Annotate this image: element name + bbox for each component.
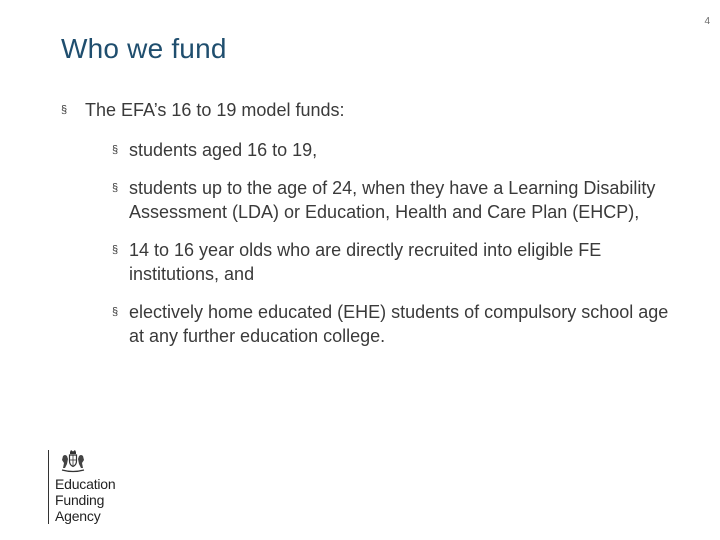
sub-bullet-text: electively home educated (EHE) students of compulsory school age at any further education college. bbox=[129, 302, 669, 346]
sub-bullet bbox=[112, 176, 672, 224]
efa-logo bbox=[48, 450, 115, 524]
bullet-marker: § bbox=[112, 182, 119, 194]
logo-line-1: Education bbox=[55, 476, 116, 492]
logo-line-2: Funding bbox=[55, 492, 105, 508]
sub-bullet bbox=[112, 138, 672, 162]
sub-bullet bbox=[112, 238, 672, 286]
sub-bullet-list bbox=[112, 138, 672, 362]
main-bullet-text: The EFA’s 16 to 19 model funds: bbox=[85, 100, 345, 120]
logo-divider bbox=[48, 450, 49, 524]
main-bullet-list bbox=[61, 98, 661, 122]
bullet-marker: § bbox=[112, 144, 119, 156]
bullet-marker: § bbox=[112, 306, 119, 318]
sub-bullet-text: 14 to 16 year olds who are directly recruited into eligible FE institutions, and bbox=[129, 240, 602, 284]
logo-line-3: Agency bbox=[55, 508, 101, 524]
main-bullet bbox=[61, 98, 661, 122]
logo-wordmark bbox=[55, 450, 115, 524]
sub-bullet-text: students aged 16 to 19, bbox=[129, 140, 318, 160]
sub-bullet bbox=[112, 300, 672, 348]
slide-title: Who we fund bbox=[61, 33, 227, 64]
royal-crest-icon bbox=[60, 450, 86, 474]
bullet-marker: § bbox=[112, 244, 119, 256]
page-number: 4 bbox=[704, 16, 710, 27]
bullet-marker: § bbox=[61, 104, 68, 116]
sub-bullet-text: students up to the age of 24, when they have a Learning Disability Assessment (LDA) or Education, Health and Care Plan (EHCP), bbox=[129, 178, 656, 222]
